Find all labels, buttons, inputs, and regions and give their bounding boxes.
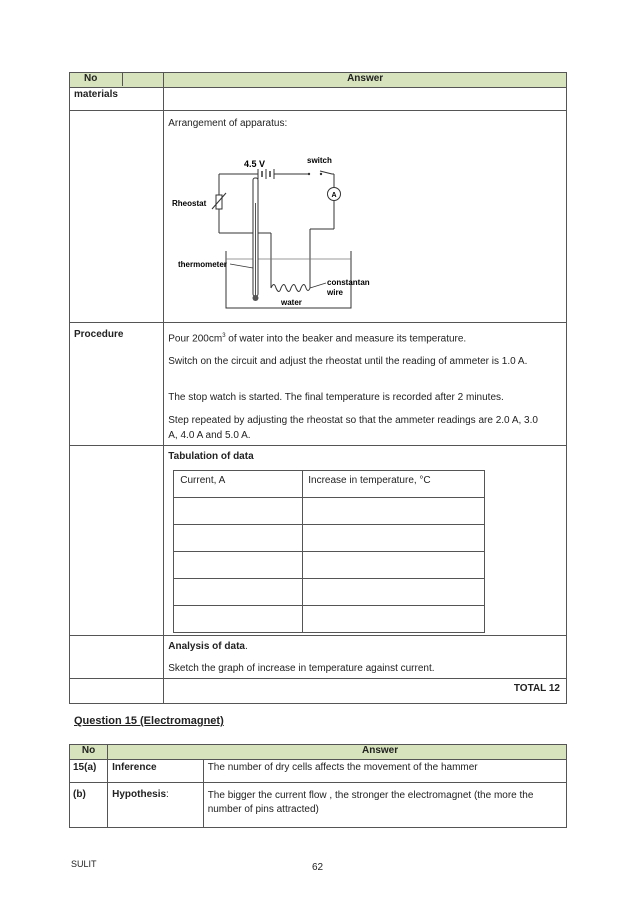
data-cell <box>303 525 485 552</box>
arrangement-empty <box>70 111 164 323</box>
tabulation-title: Tabulation of data <box>168 451 254 463</box>
procedure-line-4a: Step repeated by adjusting the rheostat so that the ammeter readings are 2.0 A, 3.0 <box>168 415 538 427</box>
analysis-empty <box>70 636 164 679</box>
procedure-line-1a: Pour 200cm <box>168 333 223 345</box>
data-table-row <box>174 498 485 525</box>
q15-row-a-label: Inference <box>108 760 204 783</box>
q15-row-a-no: 15(a) <box>70 760 108 783</box>
water-label: water <box>281 298 303 307</box>
data-table-row <box>174 579 485 606</box>
data-cell <box>174 606 303 633</box>
materials-label: materials <box>70 88 164 111</box>
data-table-col-temperature: Increase in temperature, °C <box>303 471 485 498</box>
analysis-text: Sketch the graph of increase in temperature against current. <box>168 663 435 675</box>
procedure-cell <box>164 323 567 446</box>
tabulation-row <box>70 446 567 636</box>
q15-row-b-no: (b) <box>70 783 108 828</box>
q15-row-b-answer-line-2: number of pins attracted) <box>207 804 319 815</box>
data-cell <box>174 498 303 525</box>
q15-row-b-answer-line-1: The bigger the current flow , the stronger the electromagnet (the more the <box>207 790 534 801</box>
data-cell <box>174 552 303 579</box>
apparatus-diagram <box>168 133 408 313</box>
header-answer: Answer <box>164 73 567 88</box>
data-table-header <box>174 471 485 498</box>
footer-sulit: SULIT <box>71 859 97 869</box>
thermometer-pointer <box>230 264 253 268</box>
analysis-row <box>70 636 567 679</box>
materials-answer <box>164 88 567 111</box>
q15-row-b <box>70 783 567 828</box>
rheostat-symbol <box>216 195 222 209</box>
switch-contact <box>308 173 310 175</box>
rheostat-label: Rheostat <box>172 199 207 208</box>
procedure-line-1-sup: 3 <box>222 333 226 339</box>
q15-row-b-label-colon: : <box>166 789 169 800</box>
total-row <box>70 679 567 704</box>
procedure-line-4b: A, 4.0 A and 5.0 A. <box>168 430 251 442</box>
analysis-title <box>168 640 562 654</box>
question-15-header <box>70 745 567 760</box>
ammeter-label: A <box>331 192 337 199</box>
q15-row-a <box>70 760 567 783</box>
data-cell <box>174 579 303 606</box>
tabulation-cell <box>164 446 567 636</box>
header-no <box>70 73 164 88</box>
q15-header-answer: Answer <box>108 745 567 760</box>
q15-row-b-label-text: Hypothesis <box>112 789 167 800</box>
wire-label: wire <box>327 288 344 297</box>
procedure-line-3: The stop watch is started. The final temperature is recorded after 2 minutes. <box>168 392 504 404</box>
data-cell <box>303 552 485 579</box>
data-table-row <box>174 606 485 633</box>
analysis-cell <box>164 636 567 679</box>
q15-header-no: No <box>70 745 108 760</box>
total-empty <box>70 679 164 704</box>
procedure-line-1b: of water into the beaker and measure its temperature. <box>225 333 467 345</box>
procedure-label: Procedure <box>70 323 164 446</box>
data-table-row <box>174 552 485 579</box>
q15-row-a-answer: The number of dry cells affects the movement of the hammer <box>203 760 566 783</box>
header-divider <box>122 73 123 86</box>
procedure-row <box>70 323 567 446</box>
analysis-title-dot: . <box>244 641 248 653</box>
arrangement-cell <box>164 111 567 323</box>
total-cell: TOTAL 12 <box>164 679 567 704</box>
page-number: 62 <box>312 862 324 873</box>
voltage-label: 4.5 V <box>244 159 266 169</box>
arrangement-row <box>70 111 567 323</box>
q15-row-b-answer <box>203 783 566 828</box>
constantan-label: constantan <box>327 278 370 287</box>
data-table-col-current: Current, A <box>174 471 303 498</box>
data-cell <box>303 606 485 633</box>
switch-label: switch <box>307 156 333 165</box>
coil-pointer <box>310 283 326 288</box>
data-table <box>173 470 485 633</box>
answer-table <box>69 72 567 704</box>
question-15-title: Question 15 (Electromagnet) <box>74 715 224 727</box>
answer-table-header <box>70 73 567 88</box>
switch-contact <box>320 173 322 175</box>
arrangement-label: Arrangement of apparatus: <box>168 118 288 129</box>
analysis-title-text: Analysis of data <box>168 641 245 653</box>
data-table-row <box>174 525 485 552</box>
question-15-table <box>69 744 567 828</box>
tabulation-empty <box>70 446 164 636</box>
data-cell <box>303 579 485 606</box>
header-no-text: No <box>84 73 98 84</box>
constantan-coil <box>271 285 310 292</box>
data-cell <box>303 498 485 525</box>
thermometer-label: thermometer <box>178 260 228 269</box>
q15-row-b-label <box>108 783 204 828</box>
data-cell <box>174 525 303 552</box>
procedure-line-1 <box>168 329 562 346</box>
procedure-line-2: Switch on the circuit and adjust the rheostat until the reading of ammeter is 1.0 A. <box>168 356 528 368</box>
materials-row <box>70 88 567 111</box>
